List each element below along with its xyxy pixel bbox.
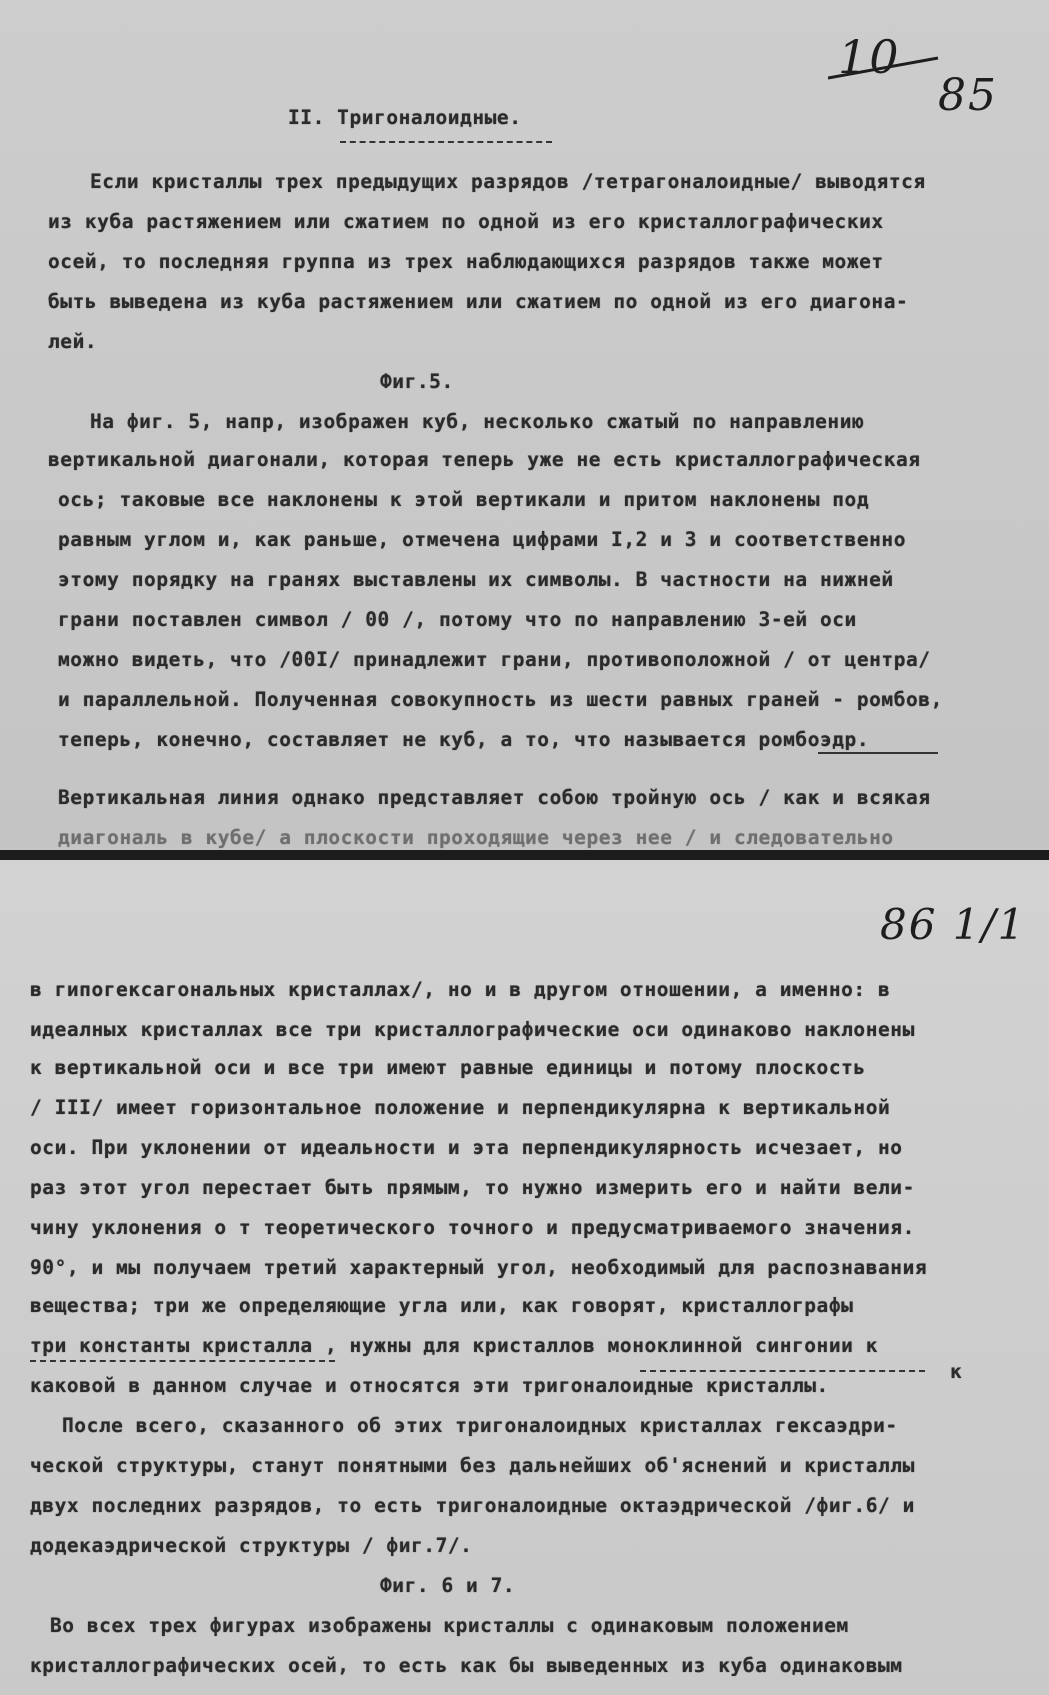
term-underline	[640, 1370, 925, 1372]
text-line: двух последних разрядов, то есть тригоналоидные октаэдрической /фиг.6/ и	[30, 1494, 915, 1517]
text-line: к вертикальной оси и все три имеют равные единицы и потому плоскость	[30, 1056, 866, 1079]
text-line: / III/ имеет горизонтальное положение и перпендикулярна к вертикальной	[30, 1096, 891, 1119]
text-line: вещества; три же определяющие угла или, как говорят, кристаллографы	[30, 1294, 854, 1317]
term-underline	[818, 752, 938, 754]
text-line: ось; таковые все наклонены к этой вертикали и притом наклонены под	[58, 488, 870, 511]
text-line: каковой в данном случае и относятся эти тригоналоидные кристаллы.	[30, 1374, 829, 1397]
text-line: этому порядку на гранях выставлены их символы. В частности на нижней	[58, 568, 894, 591]
folio-number: 86 1/1	[880, 900, 1027, 949]
text-line: теперь, конечно, составляет не куб, а то, что называется ромбоэдр.	[58, 728, 870, 751]
text-line: додекаэдрической структуры / фиг.7/.	[30, 1534, 473, 1557]
text-line: Во всех трех фигурах изображены кристаллы с одинаковым положением	[50, 1614, 849, 1637]
figure-caption: Фиг.5.	[380, 370, 454, 393]
text-line: Если кристаллы трех предыдущих разрядов /тетрагоналоидные/ выводятся	[90, 170, 926, 193]
text-line: чину уклонения о т теоретического точного и предусматриваемого значения.	[30, 1216, 915, 1239]
text-line: идеалных кристаллах все три кристаллографические оси одинаково наклонены	[30, 1018, 915, 1041]
text-line-cut: диагональ в кубе/ а плоскости проходящие через нее / и следовательно	[58, 826, 894, 849]
text-line: быть выведена из куба растяжением или сжатием по одной из его диагона-	[48, 290, 909, 313]
text-line: кристаллографических осей, то есть как бы выведенных из куба одинаковым	[30, 1654, 903, 1677]
term-underline	[30, 1360, 335, 1362]
section-heading: II. Тригоналоидные.	[288, 106, 522, 129]
text-line: На фиг. 5, напр, изображен куб, несколько сжатый по направлению	[90, 410, 865, 433]
text-line: грани поставлен символ / 00 /, потому что по направлению 3-ей оси	[58, 608, 857, 631]
strike-icon	[828, 40, 948, 90]
folio-crossed: 10	[838, 30, 901, 84]
text-line: можно видеть, что /00I/ принадлежит грани, противоположной / от центра/	[58, 648, 931, 671]
folio-number: 85	[938, 70, 998, 121]
text-line: 90°, и мы получаем третий характерный угол, необходимый для распознавания	[30, 1256, 928, 1279]
text-line: в гипогексагональных кристаллах/, но и в другом отношении, а именно: в	[30, 978, 891, 1001]
margin-mark: к	[950, 1360, 963, 1383]
text-line: из куба растяжением или сжатием по одной из его кристаллографических	[48, 210, 884, 233]
figure-caption: Фиг. 6 и 7.	[380, 1574, 516, 1597]
text-line: лей.	[48, 330, 98, 353]
bottom-page	[0, 860, 1049, 1695]
text-line: раз этот угол перестает быть прямым, то нужно измерить его и найти вели-	[30, 1176, 915, 1199]
text-line: и параллельной. Полученная совокупность из шести равных граней - ромбов,	[58, 688, 943, 711]
text-line: ческой структуры, станут понятными без дальнейших об'яснений и кристаллы	[30, 1454, 915, 1477]
text-line: равным углом и, как раньше, отмечена цифрами I,2 и 3 и соответственно	[58, 528, 907, 551]
text-line: Вертикальная линия однако представляет собою тройную ось / как и всякая	[58, 786, 931, 809]
heading-underline	[340, 141, 552, 143]
text-line: вертикальной диагонали, которая теперь уже не есть кристаллографическая	[48, 448, 921, 471]
text-line: оси. При уклонении от идеальности и эта перпендикулярность исчезает, но	[30, 1136, 903, 1159]
text-line: три константы кристалла , нужны для кристаллов моноклинной сингонии к	[30, 1334, 879, 1357]
text-line: После всего, сказанного об этих тригоналоидных кристаллах гексаэдри-	[62, 1414, 898, 1437]
text-line: осей, то последняя группа из трех наблюдающихся разрядов также может	[48, 250, 884, 273]
